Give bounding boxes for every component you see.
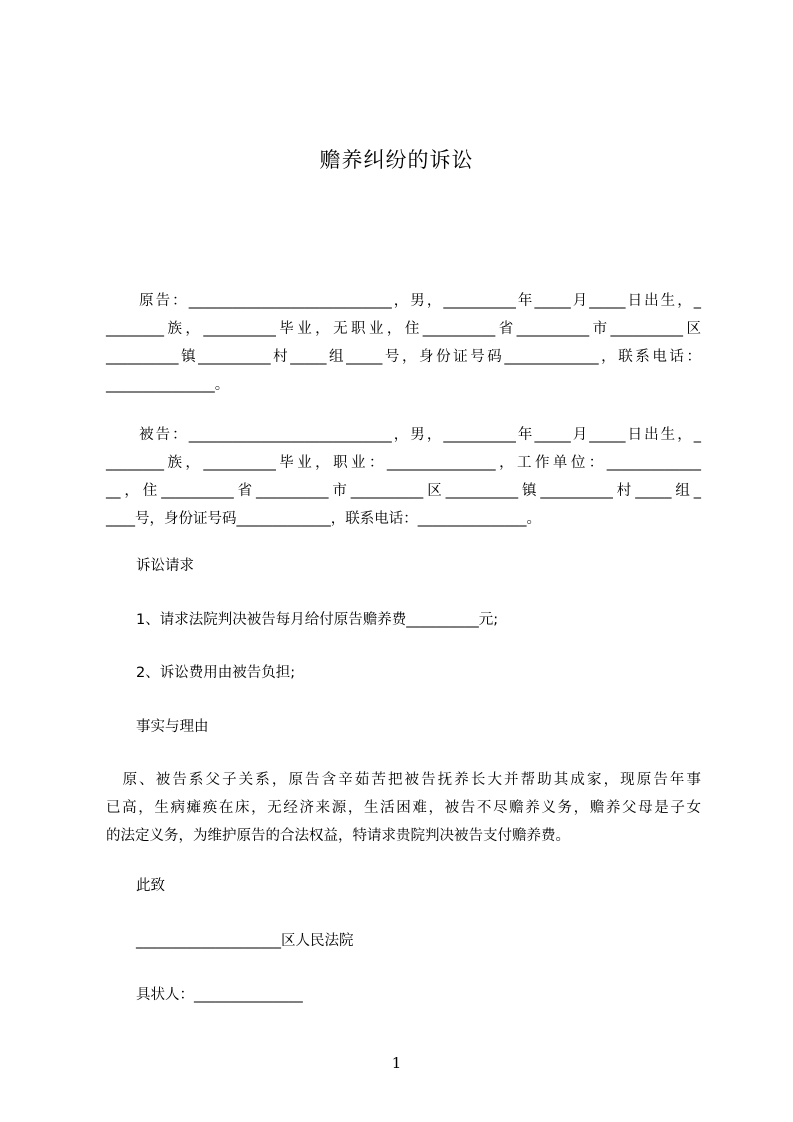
plaintiff-line-4: _______________。	[106, 377, 230, 393]
claim-1: 1、请求法院判决被告每月给付原告赡养费__________元;	[136, 612, 499, 628]
plaintiff-paragraph	[106, 287, 701, 399]
claims-heading: 诉讼请求	[136, 558, 194, 574]
defendant-line-3: __，住__________省__________市__________区__________镇__________村_____组_	[106, 483, 701, 499]
document-title: 赡养纠纷的诉讼	[319, 148, 474, 172]
facts-heading: 事实与理由	[136, 719, 209, 735]
facts-line-2: 已高，生病瘫痪在床，无经济来源，生活困难，被告不尽赡养义务，赡养父母是子女	[106, 800, 701, 816]
facts-line-3: 的法定义务，为维护原告的合法权益，特请求贵院判决被告支付赡养费。	[106, 828, 570, 844]
facts-line-1: 原、被告系父子关系，原告含辛茹苦把被告抚养长大并帮助其成家，现原告年事	[106, 772, 701, 788]
salutation: 此致	[136, 878, 165, 894]
claim-2: 2、诉讼费用由被告负担;	[136, 665, 296, 681]
page-number: 1	[391, 1054, 402, 1072]
plaintiff-line-3: __________镇__________村_____组_____号，身份证号码_____________，联系电话：	[106, 349, 701, 365]
plaintiff-line-1: 原告：____________________________，男，__________年_____月_____日出生，_	[106, 293, 701, 309]
defendant-line-4: ____号，身份证号码_____________，联系电话：_______________。	[106, 511, 541, 527]
signer-line: 具状人：_______________	[136, 987, 303, 1003]
defendant-line-2: ________族，__________毕业，职业：_______________，工作单位：_____________	[106, 455, 701, 471]
defendant-paragraph	[106, 421, 701, 533]
court-line: ____________________区人民法院	[136, 933, 354, 949]
defendant-line-1: 被告：____________________________，男，__________年_____月_____日出生，_	[106, 427, 701, 443]
plaintiff-line-2: ________族，__________毕业，无职业，住__________省__________市__________区	[106, 321, 701, 337]
facts-paragraph	[106, 766, 701, 850]
